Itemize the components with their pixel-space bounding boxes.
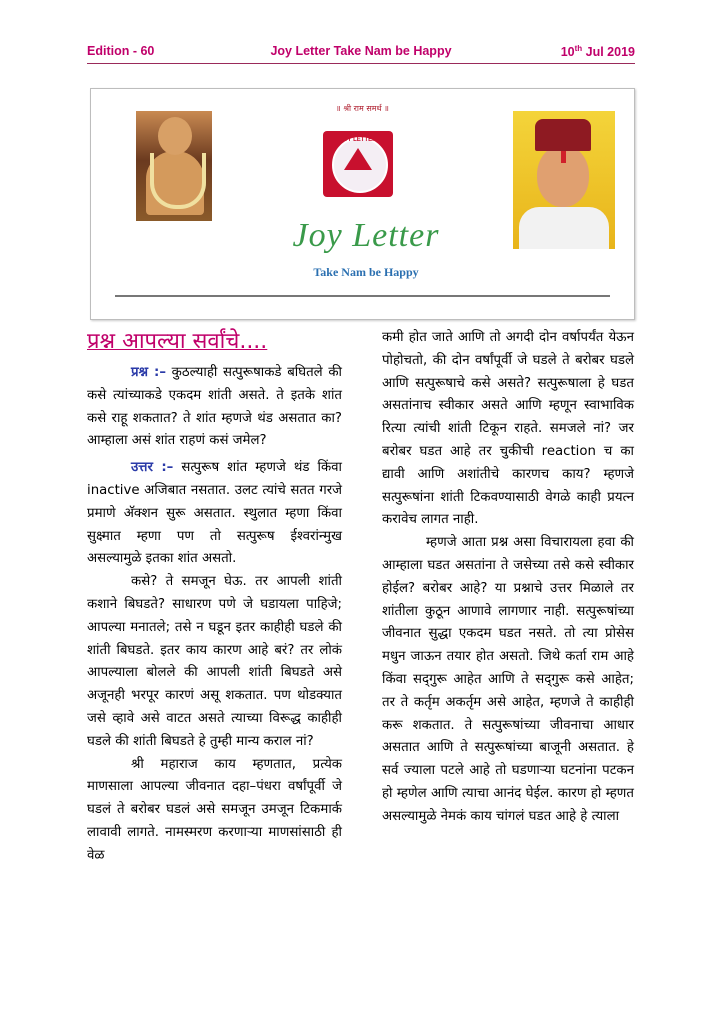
masthead-banner [90,88,635,320]
body-paragraph: श्री महाराज काय म्हणतात, प्रत्येक माणसाला आपल्या जीवनात दहा–पंधरा वर्षांपूर्वी जे घडलं ते बरोबर घडलं असे समजून उमजून टिकमार्क लावावी लागते. नामस्मरण करणाऱ्या माणसांसाठी ही वेळ [87,756,342,863]
body-paragraph: कमी होत जाते आणि तो अगदी दोन वर्षापर्यंत येऊन पोहोचतो, की दोन वर्षांपूर्वी जे घडले ते बरोबर घडले आणि सत्पुरूषाचे कसे असते? सत्पुरूषाला हे घडत असतांनाच स्वीकार असते आणि म्हणून स्वाभाविक रित्या त्यांची शांती टिकून राहते. समजले नां? जर बरोबर घडत आहे तर चुकीची reaction च का द्यावी आणि अशांतीचे कारणच काय? म्हणजे सत्पुरूषांना शांती टिकवण्यासाठी वेगळे काही प्रयत्न करावेच लागत नाही. [382,330,634,528]
article-column-right [382,327,634,829]
answer-paragraph [87,457,342,571]
tagline: Take Nam be Happy [313,265,419,279]
page-header [87,44,635,62]
author-photo-cap [535,119,591,151]
author-photo-tilak [561,151,566,163]
edition-label: Edition - 60 [87,44,155,58]
saint-photo-head [158,117,192,155]
logo-ring-text: JOY LETTER [339,137,377,143]
question-paragraph [87,362,342,453]
banner-divider [115,295,610,297]
author-photo [513,111,615,249]
newsletter-title: Joy Letter Take Nam be Happy [270,44,452,58]
shlok-text: ॥ श्री राम समर्थ ॥ [336,104,389,113]
answer-text: सत्पुरूष शांत म्हणजे थंड किंवा inactive अजिबात नसतात. उलट त्यांचे सतत गरजे प्रमाणे अ‍ॅक्शन सुरू असतात. स्थुलात म्हणा किंवा सुक्ष्मात म्हणा पण तो सत्पुरूष ईश्वरांन्मुख असल्यामुळे इतका शांत असतो. [87,460,342,567]
article-title: प्रश्न आपल्या सर्वांचे.... [87,329,268,354]
question-text: कुठल्याही सत्पुरूषाकडे बघितले की कसे त्यांच्याकडे एकदम शांती असते. ते इतके शांत कसे राहू शकतात? ते शांत म्हणजे थंड असतात का? आम्हाला असं शांत राहणं कसं जमेल? [87,365,342,449]
logo-triangle-icon [344,148,372,170]
date-day: 10 [560,45,575,60]
author-photo-shirt [519,207,609,249]
header-divider [87,63,635,64]
joy-letter-logo [323,131,393,197]
logo-title: Joy Letter [292,217,440,254]
question-label: प्रश्न :– [131,365,166,380]
saint-photo [136,111,212,221]
body-paragraph: कसे? ते समजून घेऊ. तर आपली शांती कशाने बिघडते? साधारण पणे जे घडायला पाहिजे; आपल्या मनातले; तसे न घडून इतर काहीही घडले की शांती बिघडते. इतर काय कारण आहे बरं? तर लोकं आपल्याला बोलले की आपली शांती बिघडते असे अजूनही भरपूर कारणं असू शकतात. पण थोडक्यात जसे व्हावे असे वाटत असते त्याच्या विरूद्ध काहीही घडले की शांती बिघडते हे तुम्ही मान्य कराल नां? [87,574,342,749]
article-column-left [87,326,342,868]
date-rest: Jul 2019 [582,45,635,60]
issue-date [561,44,635,59]
saint-photo-garland [150,153,206,209]
date-suffix: th [574,44,583,53]
answer-label: उत्तर :– [131,460,174,476]
body-paragraph: म्हणजे आता प्रश्न असा विचारायला हवा की आम्हाला घडत असतांना ते जसेच्या तसे कसे स्वीकार होईल? बरोबर आहे? या प्रश्नाचे उत्तर मिळाले तर शांतीला कुठून आणावे लागणार नाही. सत्पुरूषांच्या जीवनात सुद्धा एकदम घडत नसते. तो त्या प्रोसेस मधुन जाऊन तयार होत असतो. जिथे कर्ता राम आहे किंवा सद्‌गुरू आहेत आणि ते सद्‌गुरू कसे आहेत; तर ते कर्तृम अकर्तृम असे आहेत, म्हणजे ते काहीही करू शकतात. ते सत्पुरूषांच्या जीवनाचा आधार असतात आणि ते सत्पुरूषांच्या बाजूनी असतात. हे सर्व ज्याला पटले आहे तो घडणाऱ्या घटनांना पटकन हो म्हणेल आणि त्याचा आनंद घेईल. कारण हो म्हणत असल्यामुळे नेमकं काय चांगलं घडत आहे हे त्याला [382,535,634,824]
